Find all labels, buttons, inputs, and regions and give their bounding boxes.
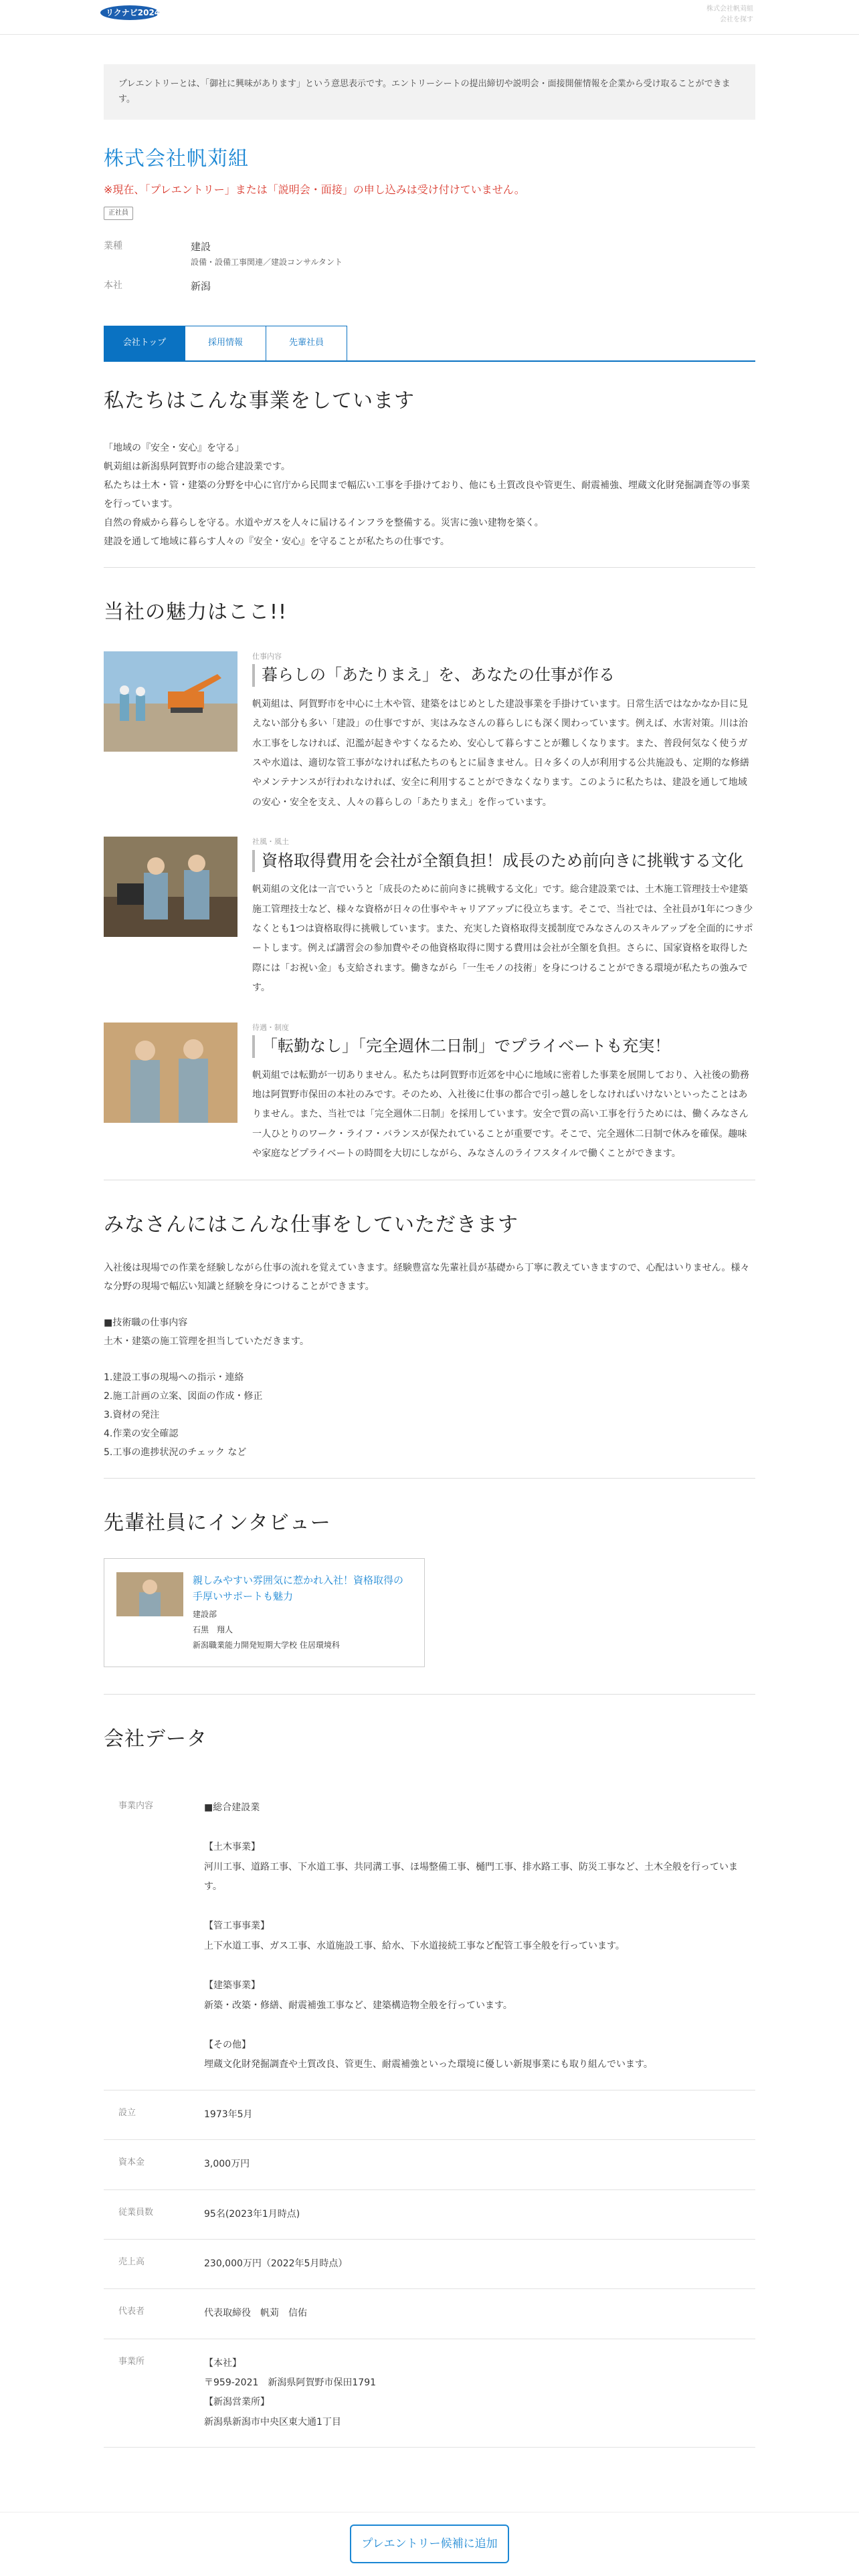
jobs-list-item: 3.資材の発注 (104, 1410, 160, 1421)
company-data-table (104, 1784, 755, 2448)
interview-name: 石黒 翔人 (193, 1625, 233, 1635)
company-data-key: 資本金 (118, 2157, 145, 2168)
add-preentry-button[interactable]: プレエントリー候補に追加 (350, 2525, 509, 2563)
industry-row (104, 237, 755, 270)
appeal-text: 帆苅組は、阿賀野市を中心に土木や管、建築をはじめとした建設事業を手掛けています。日常生活ではなかなか目に見えない部分も多い「建設」の仕事ですが、実はみなさんの暮らしにも深く関わっています。例えば、水害対策。川は治水工事をしなければ、氾濫が起きやすくなるため、安心して暮らすことが難しくなります。また、普段何気なく使うガスや水道は、適切な管工事がなければ私たちのもとに届きません。日々多くの人が利用する公共施設も、定期的な修繕やメンテナンスが行われなければ、安全に利用することができなくなります。このように私たちは、建設を通して地域の安心・安全を支え、人々の暮らしの「あたりまえ」を作っています。 (252, 698, 749, 808)
company-data-row (104, 2339, 755, 2448)
company-data-line: 【建築事業】 (204, 1980, 260, 1992)
company-data-value (204, 2155, 755, 2174)
jobs-list-item: 5.工事の進捗状況のチェック など (104, 1447, 247, 1459)
jobs-subhead: ■技術職の仕事内容 (104, 1317, 188, 1329)
company-data-line: 230,000万円（2022年5月時点） (204, 2258, 348, 2269)
company-data-row (104, 2240, 755, 2289)
jobs-list-item: 1.建設工事の現場への指示・連絡 (104, 1372, 244, 1384)
company-data-key: 売上高 (118, 2256, 145, 2267)
header-link-company[interactable]: 株式会社帆苅組 (706, 5, 753, 13)
construction-site-photo (104, 651, 237, 752)
company-data-line: 【土木事業】 (204, 1842, 260, 1853)
two-employees-photo (104, 1023, 237, 1123)
tab-recruit-info[interactable]: 採用情報 (185, 326, 266, 360)
company-tabs (104, 326, 755, 362)
appeal-title: 当社の魅力はここ!! (104, 600, 288, 624)
company-data-value (204, 2304, 755, 2323)
company-data-key: 設立 (118, 2107, 136, 2118)
bottom-action-bar (0, 2512, 859, 2576)
hq-value: 新潟 (191, 280, 211, 293)
jobs-subtext: 土木・建築の施工管理を担当していただきます。 (104, 1336, 309, 1348)
employee-thumbnail (116, 1572, 183, 1616)
company-data-title: 会社データ (104, 1727, 207, 1751)
appeal-heading: 資格取得費用を会社が全額負担！成長のため前向きに挑戦する文化 (252, 850, 755, 873)
company-data-row (104, 2090, 755, 2140)
company-data-line: 新築・改築・修繕、耐震補強工事など、建築構造物全般を行っています。 (204, 2000, 512, 2011)
jobs-list-item: 4.作業の安全確認 (104, 1428, 179, 1440)
interview-school: 新潟職業能力開発短期大学校 住居環境科 (193, 1640, 340, 1650)
company-data-line: 新潟県新潟市中央区東大通1丁目 (204, 2416, 341, 2428)
company-data-line: ■総合建設業 (204, 1802, 260, 1813)
company-data-value (204, 2205, 755, 2224)
business-line: 「地域の『安全・安心』を守る」 (104, 442, 244, 453)
appeal-item (104, 1023, 755, 1164)
company-data-value (204, 2254, 755, 2274)
hq-label: 本社 (104, 280, 122, 292)
company-data-line: 【管工事事業】 (204, 1921, 270, 1932)
company-data-key: 従業員数 (118, 2207, 154, 2218)
office-staff-photo (104, 837, 237, 937)
appeal-item (104, 651, 755, 813)
rikunabi-logo[interactable] (100, 4, 201, 21)
company-data-value (204, 2105, 755, 2125)
business-line: 私たちは土木・管・建築の分野を中心に官庁から民間まで幅広い工事を手掛けており、他にも土質改良や管更生、耐震補強、埋蔵文化財発掘調査等の事業を行っています。 (104, 479, 750, 510)
company-data-line: 河川工事、道路工事、下水道工事、共同溝工事、ほ場整備工事、樋門工事、排水路工事、防災工事など、土木全般を行っています。 (204, 1861, 738, 1893)
company-data-line: 埋蔵文化財発掘調査や土質改良、管更生、耐震補強といった環境に優しい新規事業にも取り組んでいます。 (204, 2059, 653, 2070)
company-data-key: 事業所 (118, 2356, 145, 2367)
logo-text: リクナビ2024 (106, 8, 161, 17)
site-header (0, 0, 859, 35)
appeal-text: 帆苅組の文化は一言でいうと「成長のために前向きに挑戦する文化」です。総合建設業では、土木施工管理技士や建築施工管理技士など、様々な資格が日々の仕事やキャリアアップに役立ちます。そこで、当社では、全社員が1年につき少なくとも1つは資格取得に挑戦しています。また、充実した資格取得支援制度でみなさんのスキルアップを全面的にサポートします。例えば講習会の参加費やその他資格取得に関する費用は会社が全額を負担。さらに、国家資格を取得した際には「お祝い金」も支給されます。働きながら「一生モノの技術」を身につけることができる環境が私たちの強みです。 (252, 884, 753, 994)
tab-senior-staff[interactable]: 先輩社員 (266, 326, 347, 360)
industry-value: 建設 (191, 240, 211, 253)
company-data-line (204, 2016, 755, 2036)
company-data-line: 【新潟営業所】 (204, 2397, 270, 2408)
company-name: 株式会社帆苅組 (104, 146, 249, 171)
jobs-content (104, 1259, 755, 1462)
company-data-key: 代表者 (118, 2306, 145, 2317)
business-line: 帆苅組は新潟県阿賀野市の総合建設業です。 (104, 461, 290, 472)
company-data-line: 1973年5月 (204, 2109, 253, 2120)
preentry-notice: プレエントリーとは、「御社に興味があります」という意思表示です。エントリーシートの提出締切や説明会・面接開催情報を企業から受け取ることができます。 (104, 64, 755, 120)
company-data-line: 3,000万円 (204, 2159, 250, 2170)
appeal-item (104, 837, 755, 998)
company-data-key: 事業内容 (118, 1800, 154, 1811)
tab-company-top[interactable]: 会社トップ (104, 326, 185, 360)
company-data-line: 代表取締役 帆苅 信佑 (204, 2308, 307, 2319)
industry-label: 業種 (104, 240, 122, 251)
jobs-title: みなさんにはこんな仕事をしていただきます (104, 1213, 518, 1237)
divider (104, 1478, 755, 1479)
interview-title: 先輩社員にインタビュー (104, 1511, 331, 1535)
company-data-line: 上下水道工事、ガス工事、水道施設工事、給水、下水道接続工事など配管工事全般を行っています。 (204, 1940, 625, 1951)
business-line: 建設を通して地域に暮らす人々の『安全・安心』を守ることが私たちの仕事です。 (104, 536, 450, 547)
company-data-line: 【その他】 (204, 2039, 251, 2050)
jobs-intro: 入社後は現場での作業を経験しながら仕事の流れを覚えていきます。経験豊富な先輩社員が基礎から丁寧に教えていきますので、心配はいりません。様々な分野の現場で幅広い知識と経験を身につけることができます。 (104, 1263, 750, 1293)
appeal-category: 社風・風土 (252, 837, 289, 847)
business-line: 自然の脅威から暮らしを守る。水道やガスを人々に届けるインフラを整備する。災害に強い建物を築く。 (104, 517, 544, 528)
business-title: 私たちはこんな事業をしています (104, 389, 415, 413)
appeal-text: 帆苅組では転勤が一切ありません。私たちは阿賀野市近郊を中心に地域に密着した事業を展開しており、入社後の勤務地は阿賀野市保田の本社のみです。そのため、入社後に仕事の都合で引っ越しをしなければいけないといったことはありません。また、当社では「完全週休二日制」を採用しています。安全で質の高い工事を行うためには、働くみなさん一人ひとりのワーク・ライフ・バランスが保たれていることが重要です。そこで、完全週休二日制で休みを確保。趣味や家庭などプライベートの時間を大切にしながら、みなさんのライフスタイルで働くことができます。 (252, 1069, 749, 1160)
interview-dept: 建設部 (193, 1610, 217, 1620)
interview-card[interactable] (104, 1558, 425, 1667)
main-content (104, 64, 755, 2448)
company-data-line: 95名(2023年1月時点) (204, 2208, 300, 2220)
divider (104, 1694, 755, 1695)
company-data-line (204, 1897, 755, 1917)
company-data-line: 【本社】 (204, 2357, 242, 2369)
business-text (104, 439, 755, 551)
header-links (706, 4, 753, 25)
interview-meta (193, 1607, 412, 1652)
hq-row (104, 277, 755, 296)
interview-link[interactable]: 親しみやすい雰囲気に惹かれ入社！資格取得の手厚いサポートも魅力 (193, 1574, 404, 1603)
jobs-list-item: 2.施工計画の立案、図面の作成・修正 (104, 1391, 263, 1402)
company-data-line: 〒959-2021 新潟県阿賀野市保田1791 (204, 2377, 377, 2389)
company-data-value (204, 1798, 755, 2075)
company-data-line (204, 1818, 755, 1838)
appeal-heading: 「転勤なし」「完全週休二日制」でプライベートも充実！ (252, 1035, 755, 1058)
divider (104, 567, 755, 568)
company-data-row (104, 2190, 755, 2240)
appeal-category: 待遇・制度 (252, 1023, 289, 1032)
appeal-category: 仕事内容 (252, 651, 282, 661)
appeal-heading: 暮らしの「あたりまえ」を、あなたの仕事が作る (252, 664, 755, 687)
company-data-value (204, 2354, 755, 2433)
closed-warning: ※現在、「プレエントリー」または「説明会・面接」の申し込みは受け付けていません。 (104, 183, 525, 196)
company-data-row (104, 2140, 755, 2189)
header-link-search[interactable]: 会社を探す (720, 16, 753, 23)
employment-badge: 正社員 (104, 207, 133, 220)
company-data-row (104, 1784, 755, 2090)
industry-sub: 設備・設備工事関連／建設コンサルタント (191, 257, 343, 267)
company-data-line (204, 1956, 755, 1976)
company-data-row (104, 2289, 755, 2339)
